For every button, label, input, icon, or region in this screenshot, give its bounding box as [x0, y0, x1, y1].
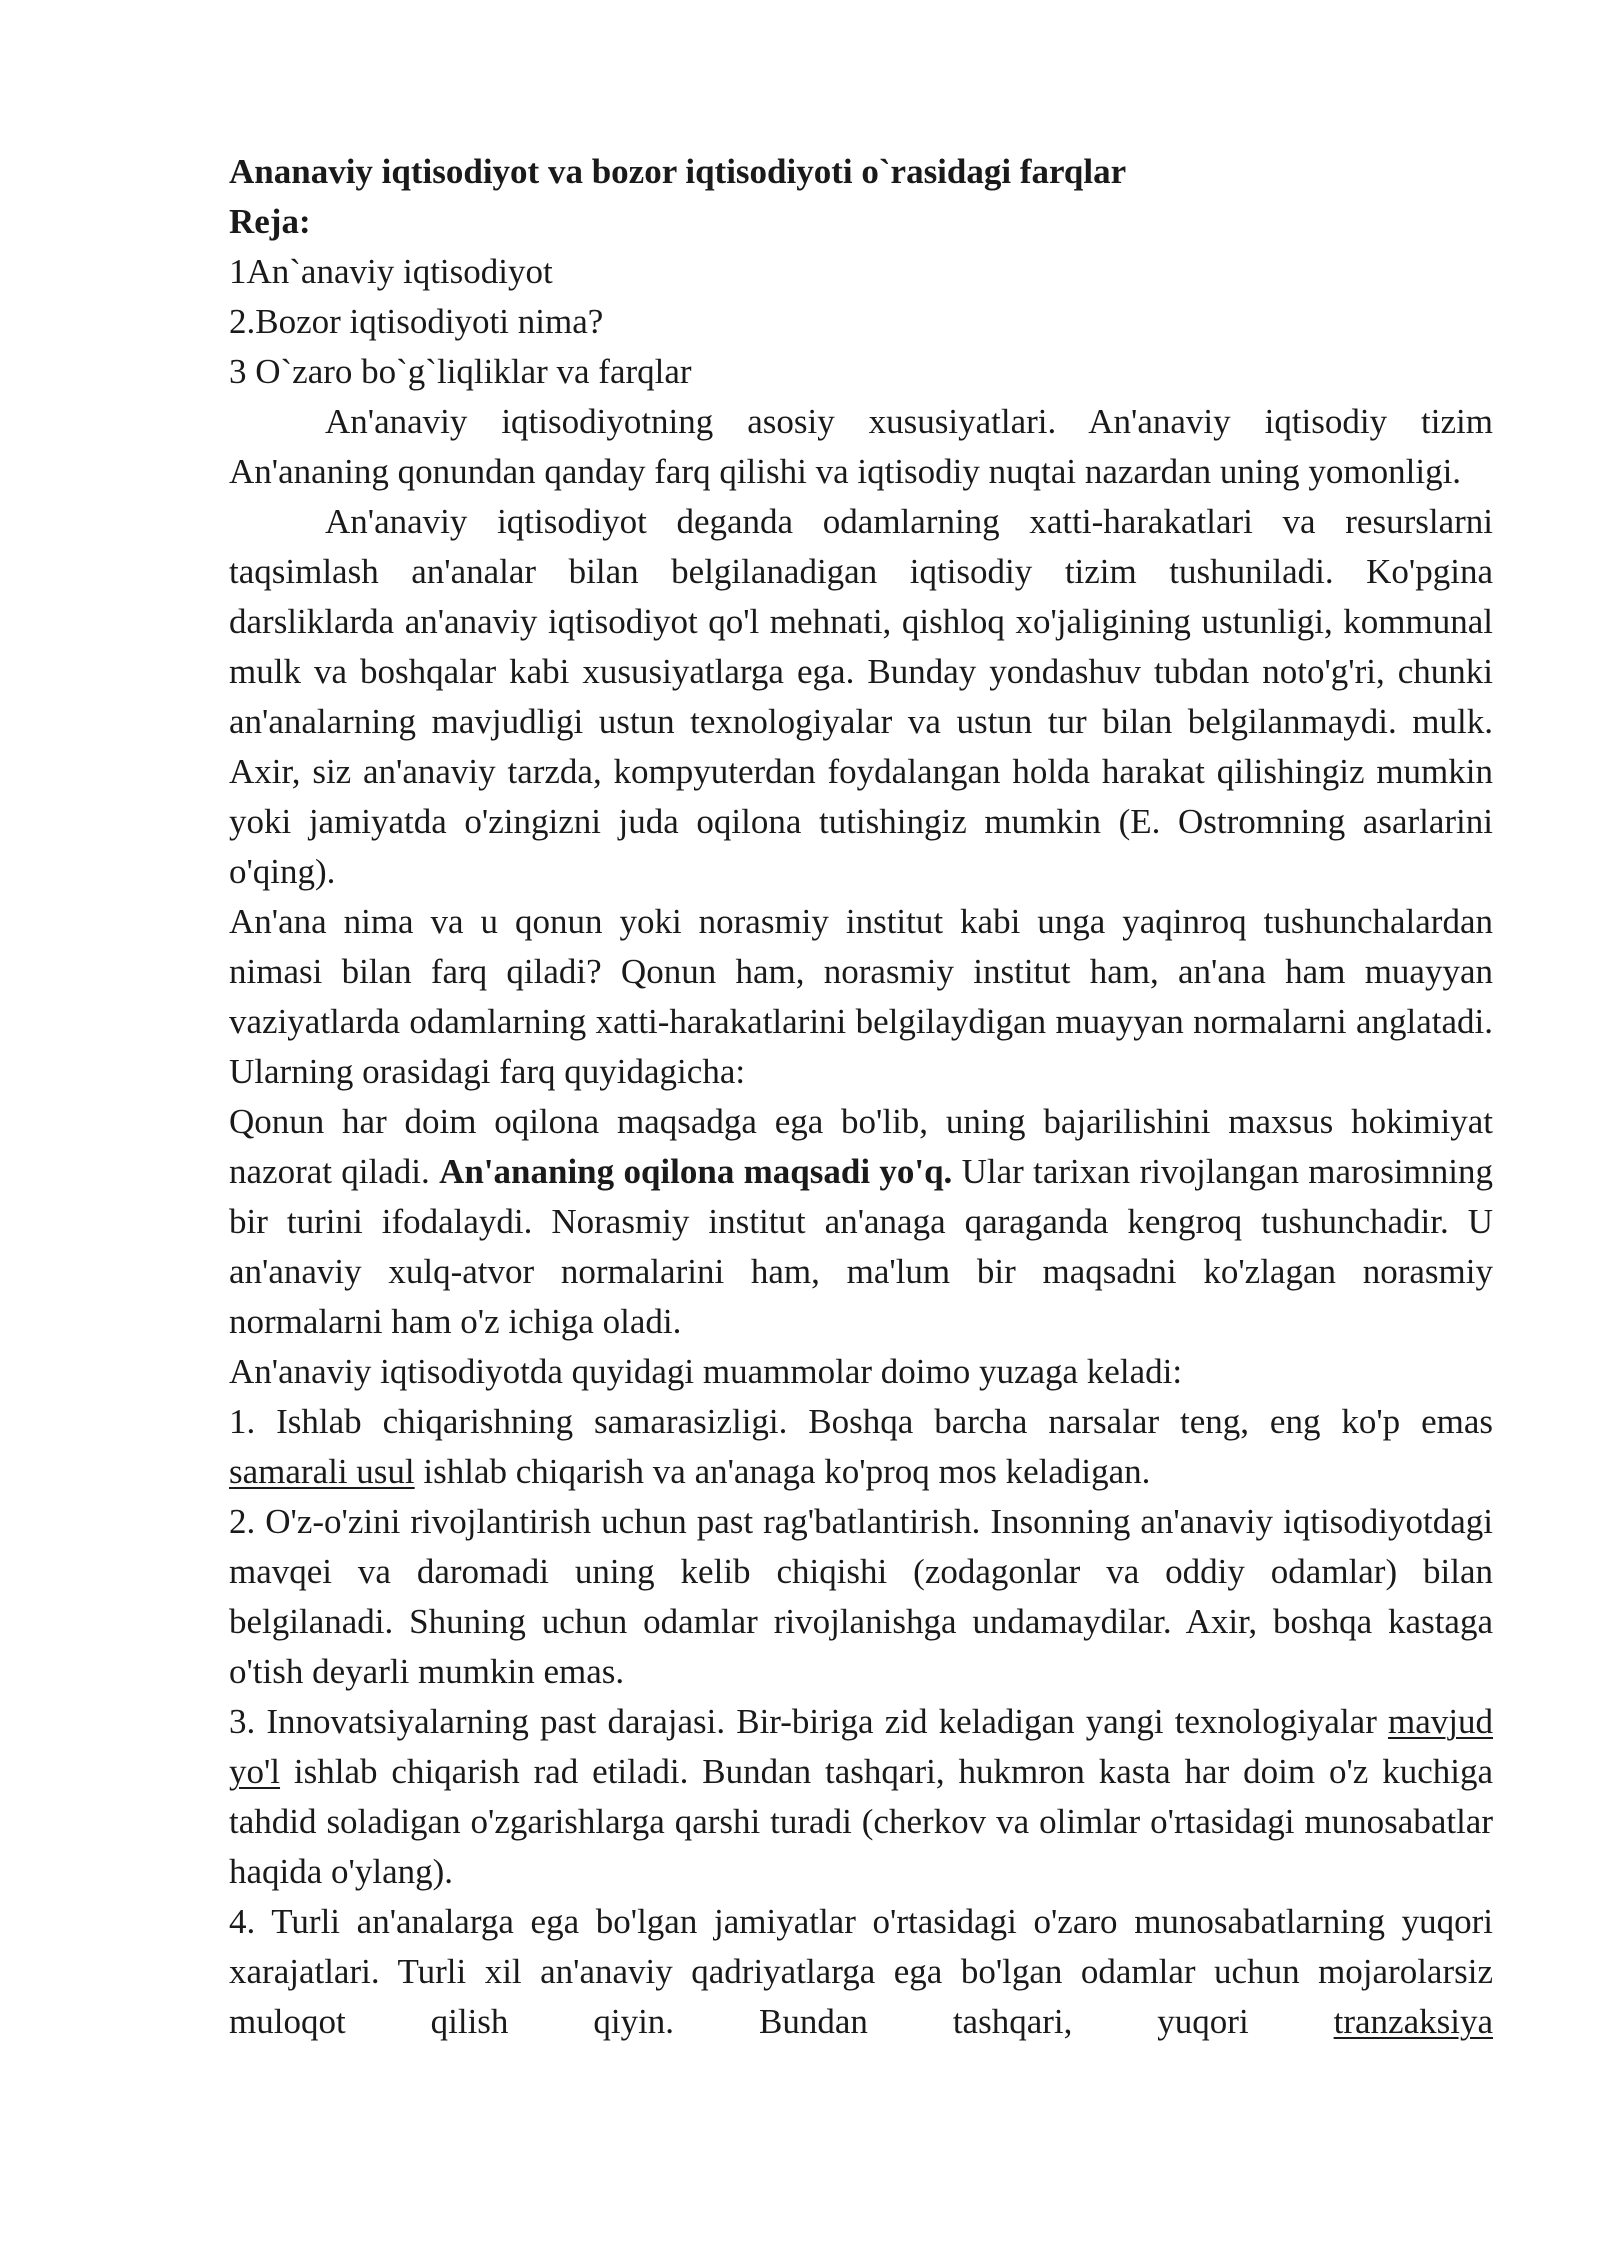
list-item-2: 2. O'z-o'zini rivojlantirish uchun past rag'batlantirish. Insonning an'anaviy iqtisodiyotdagi mavqei va daromadi uning kelib chiqishi (zodagonlar va oddiy odamlar) bilan belgilanadi. Shuning uchun odamlar rivojlanishga undamaydilar. Axir, boshqa kastaga o'tish deyarli mumkin emas. — [229, 1502, 1493, 1691]
link-samarali-usul[interactable]: samarali usul — [229, 1452, 415, 1491]
document-title: Ananaviy iqtisodiyot va bozor iqtisodiyoti o`rasidagi farqlar — [229, 152, 1127, 191]
list-item-3-text: 3. Innovatsiyalarning past darajasi. Bir-biriga zid keladigan yangi texnologiyalar — [229, 1702, 1389, 1741]
paragraph-problems-intro: An'anaviy iqtisodiyotda quyidagi muammolar doimo yuzaga keladi: — [229, 1352, 1183, 1391]
list-item-4-text: 4. Turli an'analarga ega bo'lgan jamiyatlar o'rtasidagi o'zaro munosabatlarning yuqori xarajatlari. Turli xil an'anaviy qadriyatlarga ega bo'lgan odamlar uchun mojarolarsiz muloqot qilish qiyin. Bundan tashqari, yuqori — [229, 1902, 1493, 2041]
list-item-1-text: 1. Ishlab chiqarishning samarasizligi. Boshqa barcha narsalar teng, eng ko'p emas — [229, 1402, 1493, 1441]
bold-statement: An'ananing oqilona maqsadi yo'q. — [439, 1152, 953, 1191]
plan-item-1: 1An`anaviy iqtisodiyot — [229, 252, 553, 291]
link-tranzaksiya[interactable]: tranzaksiya — [1333, 2002, 1493, 2041]
plan-item-3: 3 O`zaro bo`g`liqliklar va farqlar — [229, 352, 692, 391]
list-item-3-text-end: ishlab chiqarish rad etiladi. Bundan tashqari, hukmron kasta har doim o'z kuchiga tahdid soladigan o'zgarishlarga qarshi turadi (cherkov va olimlar o'rtasidagi munosabatlar haqida o'ylang). — [229, 1752, 1493, 1891]
paragraph-intro: An'anaviy iqtisodiyotning asosiy xususiyatlari. An'anaviy iqtisodiy tizim An'ananing qonundan qanday farq qilishi va iqtisodiy nuqtai nazardan uning yomonligi. — [229, 402, 1493, 491]
paragraph-law-text-1: Qonun har doim oqilona maqsadga ega bo'lib, uning bajarilishini maxsus hokimiyat nazorat qiladi. — [229, 1102, 1493, 1191]
paragraph-law-text-2: Ular tarixan rivojlangan marosimning bir turini ifodalaydi. Norasmiy institut an'anaga qaraganda kengroq tushunchadir. U an'anaviy xulq-atvor normalarini ham, ma'lum bir maqsadni ko'zlagan norasmiy normalarni ham o'z ichiga oladi. — [229, 1152, 1493, 1341]
list-item-4 — [229, 1897, 1493, 2047]
paragraph-tradition-vs-law: An'ana nima va u qonun yoki norasmiy institut kabi unga yaqinroq tushunchalardan nimasi bilan farq qiladi? Qonun ham, norasmiy institut ham, an'ana ham muayyan vaziyatlarda odamlarning xatti-harakatlarini belgilaydigan muayyan normalarni anglatadi. Ularning orasidagi farq quyidagicha: — [229, 902, 1493, 1091]
document-body — [229, 147, 1493, 2047]
list-item-3 — [229, 1697, 1493, 1897]
plan-item-2: 2.Bozor iqtisodiyoti nima? — [229, 302, 604, 341]
list-item-1-text-end: ishlab chiqarish va an'anaga ko'proq mos keladigan. — [414, 1452, 1151, 1491]
paragraph-definition: An'anaviy iqtisodiyot deganda odamlarning xatti-harakatlari va resurslarni taqsimlash an'analar bilan belgilanadigan iqtisodiy tizim tushuniladi. Ko'pgina darsliklarda an'anaviy iqtisodiyot qo'l mehnati, qishloq xo'jaligining ustunligi, kommunal mulk va boshqalar kabi xususiyatlarga ega. Bunday yondashuv tubdan noto'g'ri, chunki an'analarning mavjudligi ustun texnologiyalar va ustun tur bilan belgilanmaydi. mulk. Axir, siz an'anaviy tarzda, kompyuterdan foydalangan holda harakat qilishingiz mumkin yoki jamiyatda o'zingizni juda oqilona tutishingiz mumkin (E. Ostromning asarlarini o'qing). — [229, 502, 1493, 891]
paragraph-law-comparison — [229, 1097, 1493, 1347]
link-mavjud-yol[interactable]: mavjud yo'l — [229, 1702, 1493, 1791]
plan-heading: Reja: — [229, 202, 311, 241]
list-item-1 — [229, 1397, 1493, 1497]
